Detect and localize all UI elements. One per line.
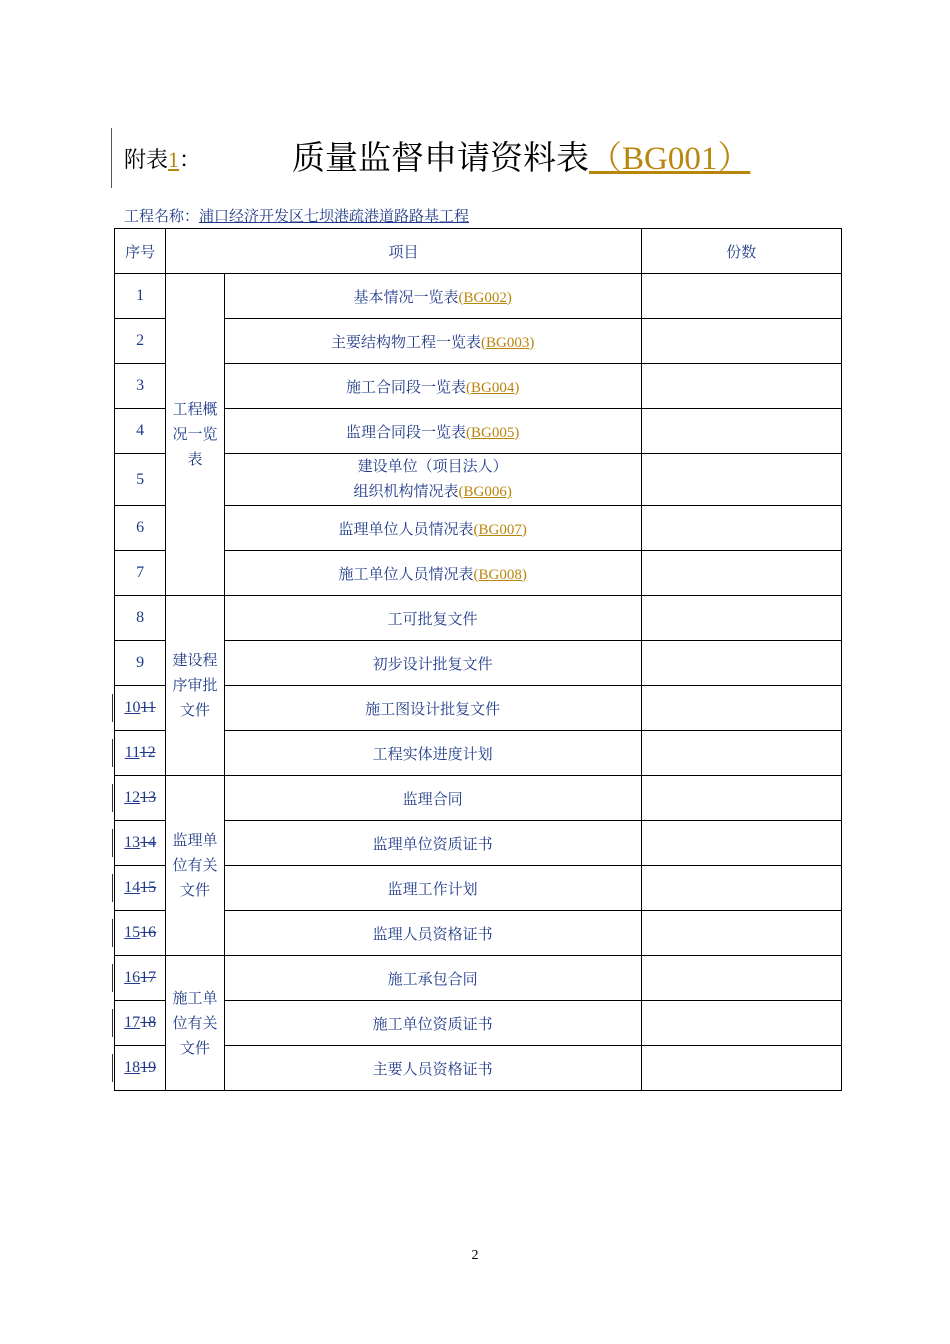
group-label: 监理单位有关文件	[166, 776, 224, 956]
attachment-number: 1	[168, 147, 180, 172]
materials-table	[114, 228, 842, 1091]
revision-mark	[112, 919, 113, 947]
count-cell[interactable]	[641, 409, 841, 454]
count-cell[interactable]	[641, 776, 841, 821]
count-cell[interactable]	[641, 1001, 841, 1046]
attachment-label: 附表1：	[124, 147, 202, 173]
item-cell: 施工图设计批复文件	[224, 686, 641, 731]
count-cell[interactable]	[641, 506, 841, 551]
item-cell: 基本情况一览表(BG002)	[224, 274, 641, 319]
row-number: 4	[115, 409, 166, 454]
revision-mark	[112, 1054, 113, 1082]
count-cell[interactable]	[641, 956, 841, 1001]
revision-mark	[112, 739, 113, 767]
table-row	[115, 911, 842, 956]
table-row	[115, 551, 842, 596]
count-cell[interactable]	[641, 641, 841, 686]
item-cell: 监理单位资质证书	[224, 821, 641, 866]
table-row	[115, 956, 842, 1001]
count-cell[interactable]	[641, 821, 841, 866]
table-row	[115, 506, 842, 551]
row-number: 5	[115, 454, 166, 506]
revision-mark	[112, 964, 113, 992]
revision-mark	[112, 874, 113, 902]
item-cell: 施工承包合同	[224, 956, 641, 1001]
revision-mark	[112, 829, 113, 857]
table-row	[115, 274, 842, 319]
table-row	[115, 364, 842, 409]
table-row	[115, 319, 842, 364]
revision-mark	[112, 1009, 113, 1037]
group-label: 工程概况一览表	[166, 274, 224, 596]
item-cell: 监理工作计划	[224, 866, 641, 911]
row-number: 9	[115, 641, 166, 686]
row-number: 1314	[115, 821, 166, 866]
row-number: 6	[115, 506, 166, 551]
item-cell: 工程实体进度计划	[224, 731, 641, 776]
header-count: 份数	[641, 229, 841, 274]
page-number: 2	[471, 1248, 479, 1263]
table-header-row	[115, 229, 842, 274]
row-number: 1617	[115, 956, 166, 1001]
row-number: 1213	[115, 776, 166, 821]
item-cell: 施工单位人员情况表(BG008)	[224, 551, 641, 596]
table-row	[115, 454, 842, 506]
item-cell: 监理人员资格证书	[224, 911, 641, 956]
title-row	[124, 128, 844, 184]
item-cell: 施工单位资质证书	[224, 1001, 641, 1046]
item-cell: 施工合同段一览表(BG004)	[224, 364, 641, 409]
group-label: 施工单位有关文件	[166, 956, 224, 1091]
revision-mark	[112, 784, 113, 812]
row-number: 1718	[115, 1001, 166, 1046]
table-row	[115, 776, 842, 821]
count-cell[interactable]	[641, 731, 841, 776]
header-no: 序号	[115, 229, 166, 274]
table-row	[115, 731, 842, 776]
table-row	[115, 1001, 842, 1046]
count-cell[interactable]	[641, 1046, 841, 1091]
table-row	[115, 409, 842, 454]
item-cell: 监理单位人员情况表(BG007)	[224, 506, 641, 551]
project-label: 工程名称：	[124, 207, 200, 225]
project-value: 浦口经济开发区七坝港疏港道路路基工程	[199, 207, 470, 225]
table-row	[115, 596, 842, 641]
header-item: 项目	[166, 229, 641, 274]
item-cell: 主要人员资格证书	[224, 1046, 641, 1091]
count-cell[interactable]	[641, 866, 841, 911]
row-number: 8	[115, 596, 166, 641]
row-number: 1	[115, 274, 166, 319]
row-number: 1011	[115, 686, 166, 731]
count-cell[interactable]	[641, 319, 841, 364]
row-number: 1415	[115, 866, 166, 911]
revision-mark	[112, 694, 113, 722]
revision-bar	[111, 128, 112, 188]
form-code: （BG001）	[589, 141, 751, 177]
item-cell: 主要结构物工程一览表(BG003)	[224, 319, 641, 364]
item-cell: 建设单位（项目法人） 组织机构情况表(BG006)	[224, 454, 641, 506]
table-row	[115, 686, 842, 731]
count-cell[interactable]	[641, 596, 841, 641]
table-row	[115, 641, 842, 686]
row-number: 7	[115, 551, 166, 596]
count-cell[interactable]	[641, 364, 841, 409]
count-cell[interactable]	[641, 551, 841, 596]
page-title: 质量监督申请资料表（BG001）	[292, 138, 751, 177]
row-number: 2	[115, 319, 166, 364]
count-cell[interactable]	[641, 686, 841, 731]
table-row	[115, 1046, 842, 1091]
item-cell: 初步设计批复文件	[224, 641, 641, 686]
project-name	[124, 205, 469, 226]
item-cell: 监理合同	[224, 776, 641, 821]
count-cell[interactable]	[641, 911, 841, 956]
table-row	[115, 866, 842, 911]
item-cell: 监理合同段一览表(BG005)	[224, 409, 641, 454]
table-row	[115, 821, 842, 866]
row-number: 3	[115, 364, 166, 409]
item-cell: 工可批复文件	[224, 596, 641, 641]
count-cell[interactable]	[641, 454, 841, 506]
row-number: 1819	[115, 1046, 166, 1091]
row-number: 1112	[115, 731, 166, 776]
count-cell[interactable]	[641, 274, 841, 319]
row-number: 1516	[115, 911, 166, 956]
group-label: 建设程序审批文件	[166, 596, 224, 776]
